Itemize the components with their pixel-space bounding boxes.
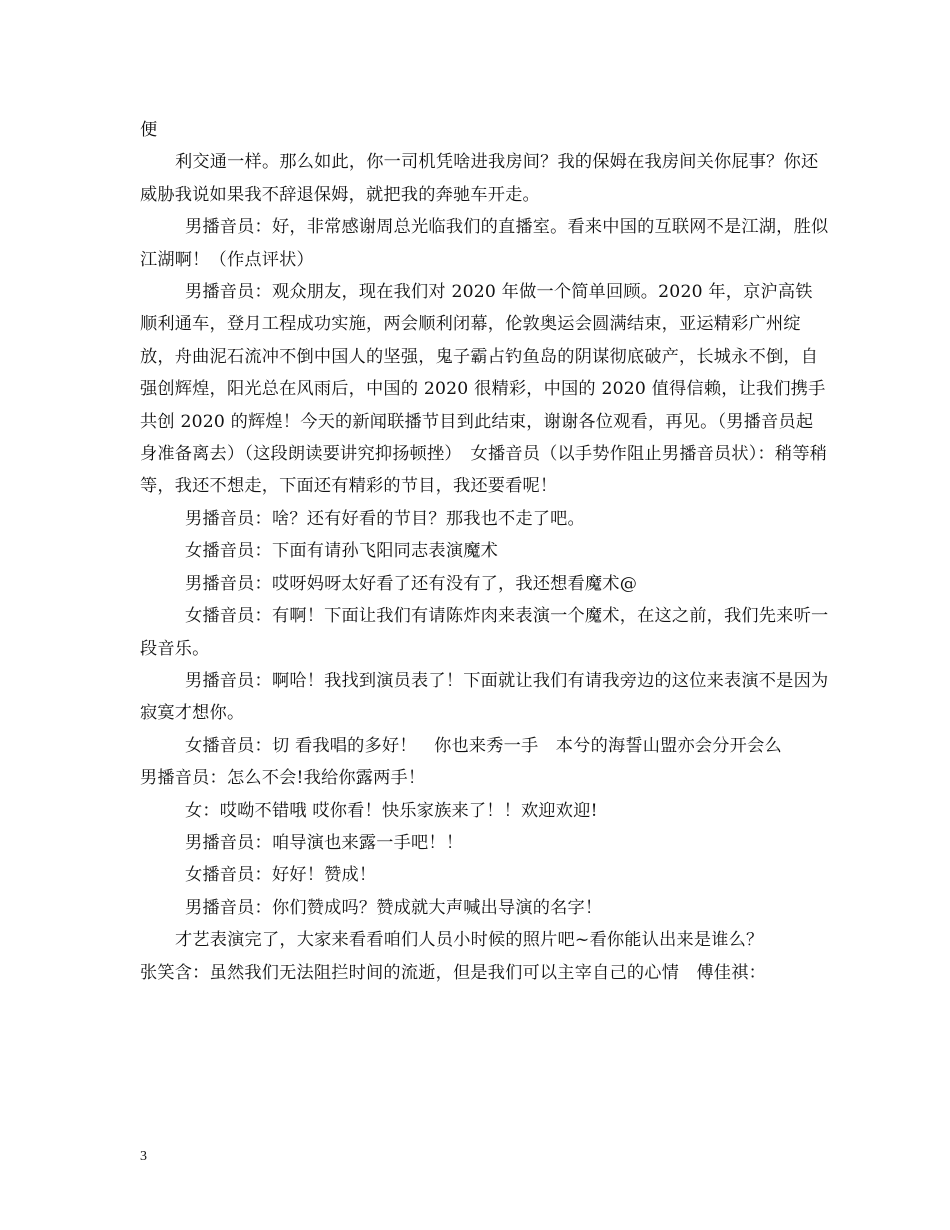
paragraph-14: 女播音员：好好！赞成！ <box>185 865 377 886</box>
paragraph-3: 男播音员：好，非常感谢周总光临我们的直播室。看来中国的互联网不是江湖，胜似江湖啊！（作点评状） <box>140 217 829 270</box>
paragraph-5: 男播音员：啥？还有好看的节目？那我也不走了吧。 <box>185 508 585 529</box>
paragraph-4: 男播音员：观众朋友，现在我们对 2020 年做一个简单回顾。2020 年，京沪高铁顺利通车，登月工程成功实施，两会顺利闭幕，伦敦奥运会圆满结束，亚运精彩广州绽放，舟曲泥石流冲不倒中国人的坚强，鬼子霸占钓鱼岛的阴谋彻底破产，长城永不倒，自强创辉煌，阳光总在风雨后，中国的 2020 很精彩，中国的 2020 值得信赖，让我们携手共创 2020 的辉煌！今天的新闻联播节目到此结束，谢谢各位观看，再见。（男播音员起身准备离去）（这段朗读要讲究抑扬顿挫） 女播音员（以手势作阻止男播音员状）：稍等稍等，我还不想走，下面还有精彩的节目，我还要看呢！ <box>140 282 828 497</box>
paragraph-2: 利交通一样。那么如此，你一司机凭啥进我房间？我的保姆在我房间关你屁事？你还威胁我说如果我不辞退保姆，就把我的奔驰车开走。 <box>140 152 819 205</box>
paragraph-8: 女播音员：有啊！下面让我们有请陈炸肉来表演一个魔术，在这之前，我们先来听一段音乐。 <box>140 606 829 659</box>
paragraph-13: 男播音员：咱导演也来露一手吧！！ <box>185 832 464 853</box>
paragraph-15: 男播音员：你们赞成吗？赞成就大声喊出导演的名字！ <box>185 897 603 918</box>
page-number: 3 <box>140 1149 147 1164</box>
paragraph-12: 女：哎呦不错哦 哎你看！快乐家族来了！！欢迎欢迎! <box>185 800 598 821</box>
paragraph-9: 男播音员：啊哈！我找到演员表了！下面就让我们有请我旁边的这位来表演不是因为寂寞才想你。 <box>140 670 829 724</box>
paragraph-7: 男播音员：哎呀妈呀太好看了还有没有了，我还想看魔术@ <box>185 573 638 594</box>
paragraph-6: 女播音员：下面有请孙飞阳同志表演魔术 <box>185 541 498 562</box>
document-body <box>140 114 830 989</box>
paragraph-17: 张笑含：虽然我们无法阻拦时间的流逝，但是我们可以主宰自己的心情 傅佳祺： <box>140 962 766 983</box>
paragraph-1: 便 <box>140 120 158 140</box>
paragraph-10: 女播音员：切 看我唱的多好！ 你也来秀一手 本兮的海誓山盟亦会分开会么 <box>185 735 782 756</box>
paragraph-11: 男播音员：怎么不会!我给你露两手！ <box>140 768 426 789</box>
paragraph-16: 才艺表演完了，大家来看看咱们人员小时候的照片吧~看你能认出来是谁么？ <box>175 930 764 951</box>
